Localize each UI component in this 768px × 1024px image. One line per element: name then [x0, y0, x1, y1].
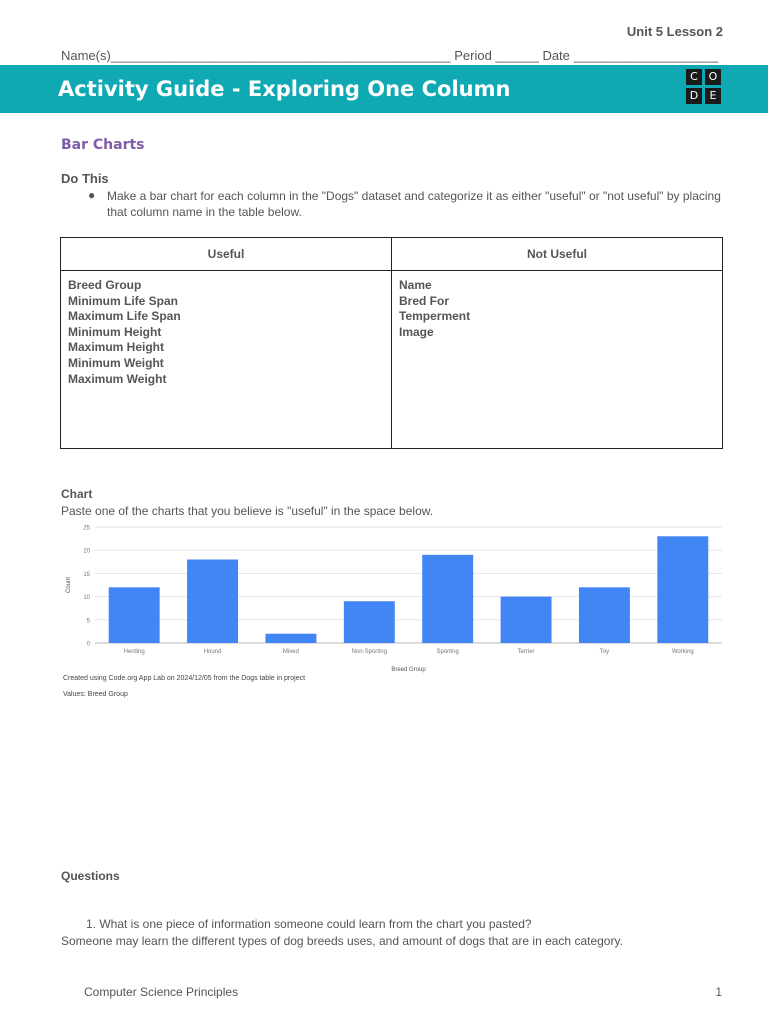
page-number: 1 [715, 985, 722, 999]
list-item: Image [399, 324, 434, 339]
list-item: Maximum Height [68, 340, 165, 355]
list-item: Minimum Life Span [68, 293, 179, 308]
list-item: Breed Group [68, 278, 142, 292]
not-useful-cell[interactable] [392, 271, 723, 449]
bar [187, 559, 238, 643]
x-tick-label: Hound [203, 649, 222, 655]
y-tick-label: 10 [83, 595, 90, 602]
list-item: Maximum Life Span [68, 309, 181, 324]
unit-label: Unit 5 Lesson 2 [626, 24, 723, 39]
x-tick-label: Working [671, 649, 694, 655]
x-tick-label: Terrier [517, 649, 535, 655]
y-tick-label: 0 [86, 641, 90, 648]
logo-letter: O [705, 69, 721, 85]
answer-1[interactable]: Someone may learn the different types of dog breeds uses, and amount of dogs that are in each category. [61, 934, 623, 948]
x-tick-label: Herding [123, 649, 145, 655]
y-tick-label: 25 [83, 525, 90, 532]
chart-heading: Chart [61, 487, 93, 501]
x-axis-title: Breed Group [391, 667, 426, 673]
chart-footnote-created: Created using Code.org App Lab on 2024/12/05 from the Dogs table in project [63, 675, 306, 682]
section-heading: Bar Charts [61, 137, 145, 153]
list-item: Bred For [399, 293, 450, 308]
useful-table [60, 237, 723, 449]
list-item: Maximum Weight [68, 371, 167, 386]
bar [265, 634, 316, 643]
y-tick-label: 20 [83, 548, 90, 555]
useful-header: Useful [61, 238, 392, 271]
bar [344, 601, 395, 643]
list-item: Name [399, 278, 432, 292]
footer-course: Computer Science Principles [84, 985, 239, 999]
chart-footnote-values: Values: Breed Group [63, 691, 128, 698]
list-item: Minimum Weight [68, 355, 164, 370]
bar [501, 597, 552, 643]
name-period-date-line: Name(s)_______________________________________________ Period ______ Date ____________________ [61, 48, 719, 63]
y-axis-title: Count [66, 576, 72, 594]
bar [579, 587, 630, 643]
not-useful-header: Not Useful [392, 238, 723, 271]
logo-letter: C [686, 69, 702, 85]
page-title: Activity Guide - Exploring One Column [58, 77, 511, 101]
instruction-text: Make a bar chart for each column in the "Dogs" dataset and categorize it as either "useful" or "not useful" by placing that column name in the table below. [107, 189, 721, 219]
x-tick-label: Sporting [436, 649, 459, 655]
list-item: Minimum Height [68, 324, 162, 339]
x-tick-label: Mixed [282, 649, 299, 655]
list-item: Temperment [399, 309, 471, 324]
bar [109, 587, 160, 643]
y-tick-label: 15 [83, 571, 90, 578]
bullet-icon: ● [88, 188, 96, 202]
x-tick-label: Toy [599, 649, 610, 655]
question-1: 1. What is one piece of information someone could learn from the chart you pasted? [86, 917, 532, 931]
do-this-heading: Do This [61, 171, 109, 186]
logo-letter: E [705, 88, 721, 104]
logo-letter: D [686, 88, 702, 104]
x-tick-label: Non-Sporting [351, 649, 387, 655]
bar [422, 555, 473, 643]
chart-instruction: Paste one of the charts that you believe is "useful" in the space below. [61, 504, 434, 518]
code-logo [686, 69, 721, 104]
useful-cell[interactable] [61, 271, 392, 449]
y-tick-label: 5 [86, 618, 90, 625]
bar [657, 536, 708, 643]
questions-heading: Questions [61, 869, 120, 883]
bar-chart [60, 520, 730, 700]
